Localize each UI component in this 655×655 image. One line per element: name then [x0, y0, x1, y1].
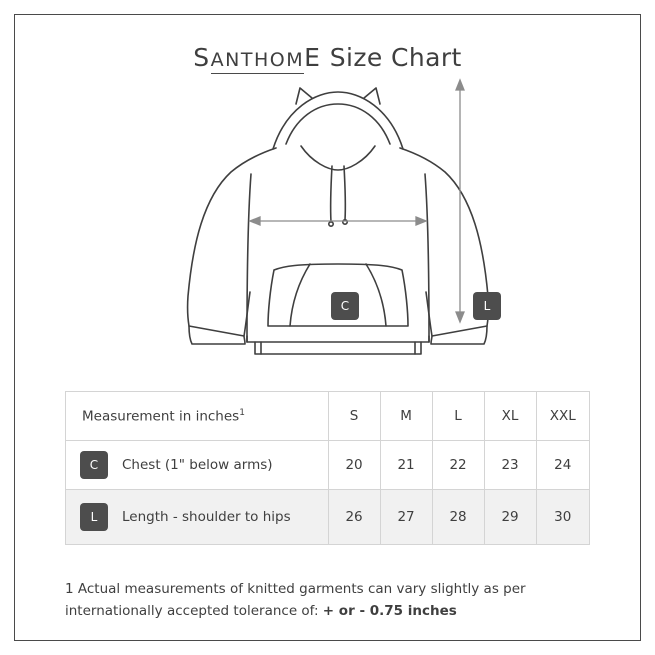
- brand-name: [193, 43, 321, 72]
- chest-value-m: 21: [380, 441, 432, 490]
- hoodie-svg: [48, 74, 608, 364]
- brand-initial: S: [193, 43, 211, 72]
- header-size-xl: XL: [484, 392, 536, 441]
- footnote-text: 1 Actual measurements of knitted garments can vary slightly as per internationally accepted tolerance of:: [65, 581, 526, 619]
- garment-illustration: [15, 74, 640, 364]
- length-value-m: 27: [380, 490, 432, 545]
- header-measurement: [66, 392, 329, 441]
- length-value-s: 26: [328, 490, 380, 545]
- row-chest-label-cell: [66, 441, 329, 490]
- brand-final: E: [304, 43, 322, 72]
- length-row-badge: L: [80, 503, 108, 531]
- header-size-s: S: [328, 392, 380, 441]
- header-size-xxl: XXL: [536, 392, 589, 441]
- brand-middle: ANTHOM: [211, 49, 304, 74]
- header-measurement-superscript: 1: [239, 407, 245, 418]
- table-row: [66, 490, 590, 545]
- chest-value-xl: 23: [484, 441, 536, 490]
- title-suffix: Size Chart: [321, 43, 462, 72]
- size-table-container: [65, 391, 590, 545]
- chest-value-xxl: 24: [536, 441, 589, 490]
- chest-arrow: [250, 217, 426, 225]
- size-table: [65, 391, 590, 545]
- page-title: [15, 43, 640, 72]
- chest-value-l: 22: [432, 441, 484, 490]
- length-badge: L: [473, 292, 501, 320]
- header-size-l: L: [432, 392, 484, 441]
- length-value-xxl: 30: [536, 490, 589, 545]
- table-header-row: [66, 392, 590, 441]
- table-row: [66, 441, 590, 490]
- length-row-label: Length - shoulder to hips: [122, 508, 291, 525]
- chest-badge: C: [331, 292, 359, 320]
- length-value-l: 28: [432, 490, 484, 545]
- header-size-m: M: [380, 392, 432, 441]
- page-frame: [14, 14, 641, 641]
- chest-value-s: 20: [328, 441, 380, 490]
- chest-row-badge: C: [80, 451, 108, 479]
- header-measurement-label: Measurement in inches: [82, 408, 240, 425]
- length-arrow: [456, 80, 464, 322]
- row-length-label-cell: [66, 490, 329, 545]
- footnote-tolerance: + or - 0.75 inches: [322, 602, 457, 619]
- footnote: [65, 579, 596, 622]
- length-value-xl: 29: [484, 490, 536, 545]
- chest-row-label: Chest (1" below arms): [122, 456, 273, 473]
